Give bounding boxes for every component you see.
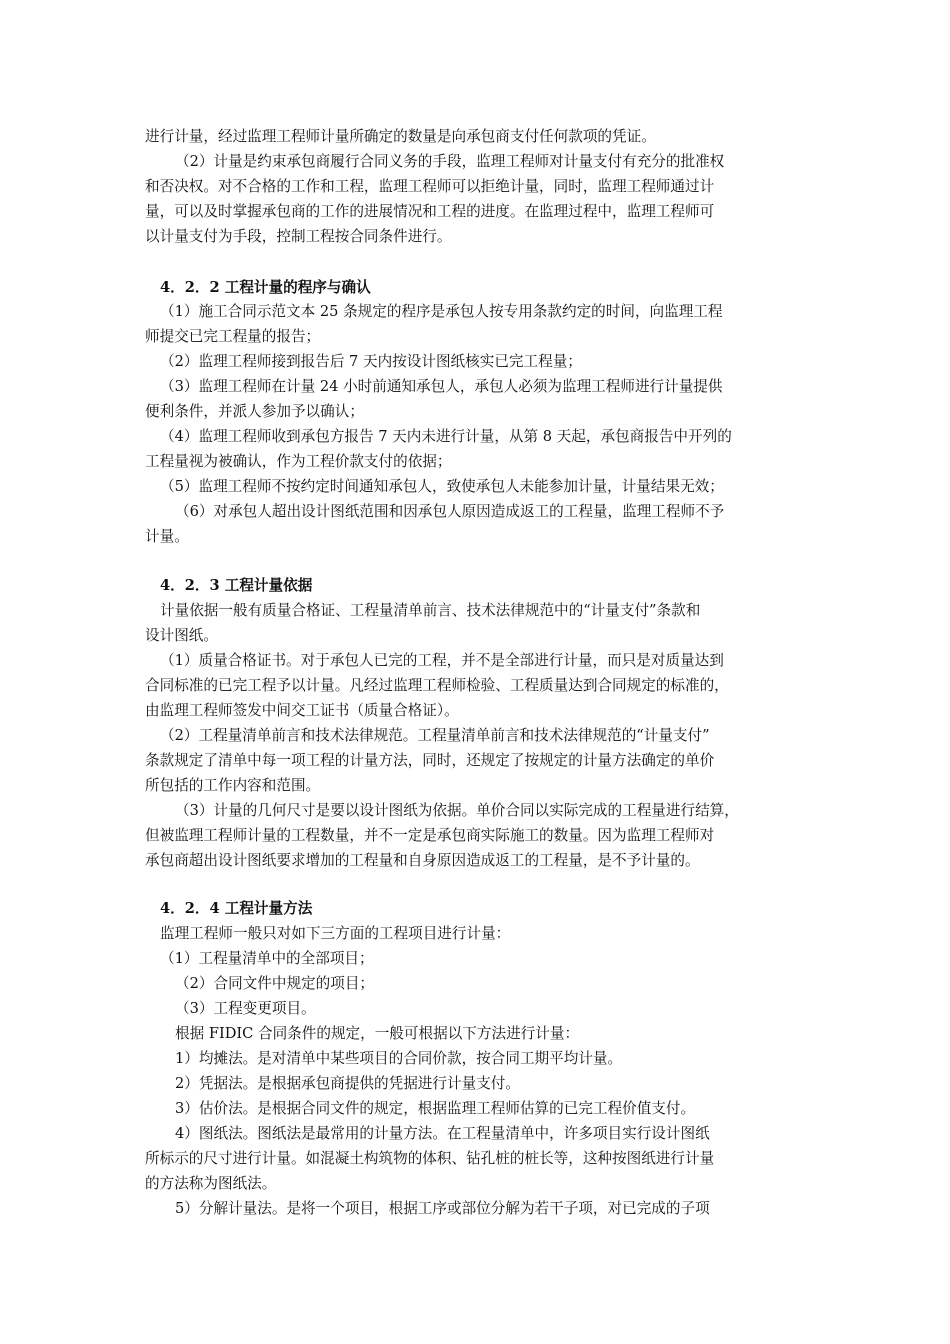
paragraph-line: 所包括的工作内容和范围。 xyxy=(145,777,321,794)
paragraph-line: （3）计量的几何尺寸是要以设计图纸为依据。单价合同以实际完成的工程量进行结算， xyxy=(175,802,739,819)
paragraph-line: 所标示的尺寸进行计量。如混凝土构筑物的体积、钻孔桩的桩长等，这种按图纸进行计量 xyxy=(145,1150,715,1167)
paragraph-line: （1）施工合同示范文本 25 条规定的程序是承包人按专用条款约定的时间，向监理工程 xyxy=(160,303,723,320)
paragraph-line: 量，可以及时掌握承包商的工作的进展情况和工程的进度。在监理过程中，监理工程师可 xyxy=(145,203,715,220)
paragraph-line: 1）均摊法。是对清单中某些项目的合同价款，按合同工期平均计量。 xyxy=(175,1050,623,1067)
paragraph-line: （3）工程变更项目。 xyxy=(175,1000,316,1017)
paragraph-line: （4）监理工程师收到承包方报告 7 天内未进行计量，从第 8 天起，承包商报告中开列的 xyxy=(160,428,732,445)
section-heading: 4．2．4 工程计量方法 xyxy=(160,900,313,917)
paragraph-line: 设计图纸。 xyxy=(145,627,218,644)
paragraph-line: （2）计量是约束承包商履行合同义务的手段，监理工程师对计量支付有充分的批准权 xyxy=(175,153,725,170)
paragraph-line: 计量依据一般有质量合格证、工程量清单前言、技术法律规范中的“计量支付”条款和 xyxy=(160,602,701,619)
paragraph-line: 和否决权。对不合格的工作和工程，监理工程师可以拒绝计量，同时，监理工程师通过计 xyxy=(145,178,715,195)
paragraph-line: 便利条件，并派人参加予以确认； xyxy=(145,403,364,420)
paragraph-line: （1）质量合格证书。对于承包人已完的工程，并不是全部进行计量，而只是对质量达到 xyxy=(160,652,724,669)
paragraph-line: 5）分解计量法。是将一个项目，根据工序或部位分解为若干子项，对已完成的子项 xyxy=(175,1200,710,1217)
paragraph-line: 进行计量，经过监理工程师计量所确定的数量是向承包商支付任何款项的凭证。 xyxy=(145,128,656,145)
paragraph-line: 条款规定了清单中每一项工程的计量方法，同时，还规定了按规定的计量方法确定的单价 xyxy=(145,752,715,769)
paragraph-line: 合同标准的已完工程予以计量。凡经过监理工程师检验、工程质量达到合同规定的标准的， xyxy=(145,677,729,694)
paragraph-line: 但被监理工程师计量的工程数量，并不一定是承包商实际施工的数量。因为监理工程师对 xyxy=(145,827,715,844)
paragraph-line: 计量。 xyxy=(145,528,189,545)
paragraph-line: （1）工程量清单中的全部项目； xyxy=(160,950,374,967)
section-heading: 4．2．3 工程计量依据 xyxy=(160,577,313,594)
paragraph-line: 由监理工程师签发中间交工证书（质量合格证）。 xyxy=(145,702,459,719)
paragraph-line: （2）合同文件中规定的项目； xyxy=(175,975,375,992)
paragraph-line: 以计量支付为手段，控制工程按合同条件进行。 xyxy=(145,228,452,245)
paragraph-line: 工程量视为被确认，作为工程价款支付的依据； xyxy=(145,453,452,470)
paragraph-line: （2）工程量清单前言和技术法律规范。工程量清单前言和技术法律规范的“计量支付” xyxy=(160,727,710,744)
paragraph-line: 承包商超出设计图纸要求增加的工程量和自身原因造成返工的工程量，是不予计量的。 xyxy=(145,852,700,869)
paragraph-line: 师提交已完工程量的报告； xyxy=(145,328,321,345)
paragraph-line: 3）估价法。是根据合同文件的规定，根据监理工程师估算的已完工程价值支付。 xyxy=(175,1100,696,1117)
paragraph-line: （6）对承包人超出设计图纸范围和因承包人原因造成返工的工程量，监理工程师不予 xyxy=(175,503,725,520)
paragraph-line: 根据 FIDIC 合同条件的规定，一般可根据以下方法进行计量： xyxy=(175,1025,580,1042)
section-heading: 4．2．2 工程计量的程序与确认 xyxy=(160,279,371,296)
paragraph-line: （2）监理工程师接到报告后 7 天内按设计图纸核实已完工程量； xyxy=(160,353,582,370)
paragraph-line: 的方法称为图纸法。 xyxy=(145,1175,277,1192)
paragraph-line: （3）监理工程师在计量 24 小时前通知承包人，承包人必须为监理工程师进行计量提供 xyxy=(160,378,723,395)
paragraph-line: 4）图纸法。图纸法是最常用的计量方法。在工程量清单中，许多项目实行设计图纸 xyxy=(175,1125,710,1142)
paragraph-line: 2）凭据法。是根据承包商提供的凭据进行计量支付。 xyxy=(175,1075,520,1092)
paragraph-line: 监理工程师一般只对如下三方面的工程项目进行计量： xyxy=(160,925,511,942)
paragraph-line: （5）监理工程师不按约定时间通知承包人，致使承包人未能参加计量，计量结果无效； xyxy=(160,478,724,495)
